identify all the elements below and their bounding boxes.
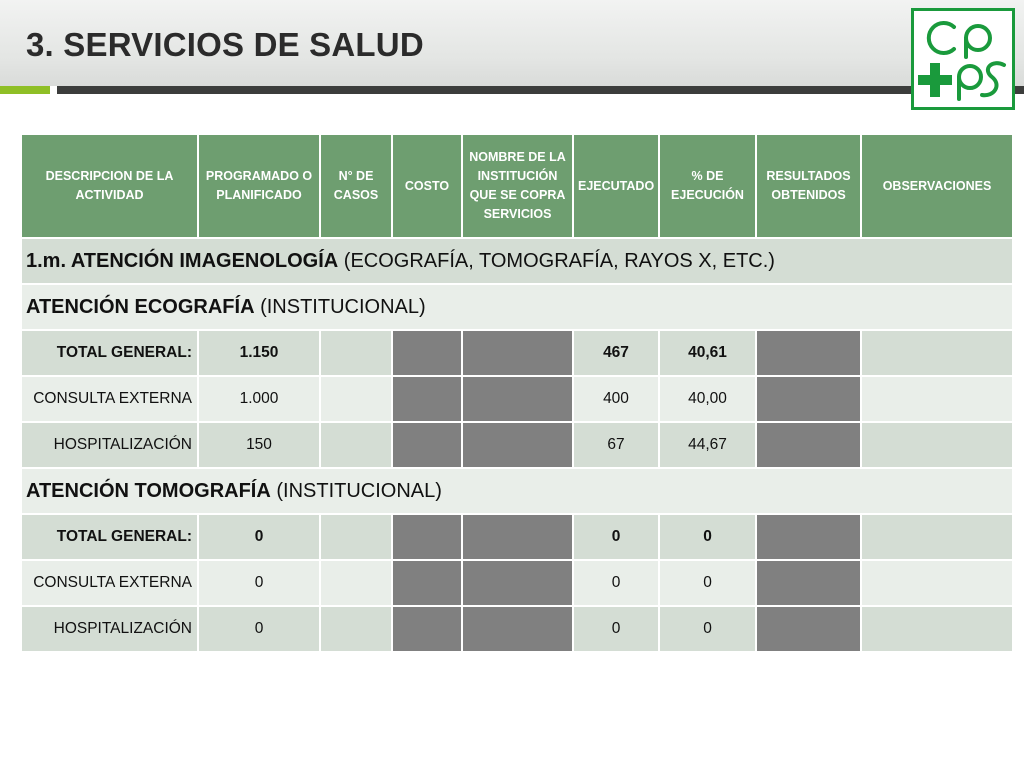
col-header-ejecutado: EJECUTADO [573, 134, 659, 238]
programado-cell: 150 [198, 422, 320, 468]
section-title-tomografia: ATENCIÓN TOMOGRAFÍA (INSTITUCIONAL) [21, 468, 1013, 514]
programado-cell: 0 [198, 560, 320, 606]
row-label: TOTAL GENERAL: [21, 514, 198, 560]
section-title-imagenologia: 1.m. ATENCIÓN IMAGENOLOGÍA (ECOGRAFÍA, TOMOGRAFÍA, RAYOS X, ETC.) [21, 238, 1013, 284]
observaciones-cell [861, 422, 1013, 468]
resultados-cell-shaded [756, 606, 861, 652]
observaciones-cell [861, 376, 1013, 422]
table-row [21, 560, 1013, 606]
costo-cell-shaded [392, 606, 462, 652]
table-row [21, 606, 1013, 652]
casos-cell [320, 560, 392, 606]
casos-cell [320, 514, 392, 560]
porcentaje-cell: 44,67 [659, 422, 756, 468]
table-row [21, 330, 1013, 376]
table-row [21, 376, 1013, 422]
ejecutado-cell: 0 [573, 514, 659, 560]
casos-cell [320, 422, 392, 468]
resultados-cell-shaded [756, 376, 861, 422]
institucion-cell-shaded [462, 422, 573, 468]
accent-bar-dark [57, 86, 1024, 94]
institucion-cell-shaded [462, 606, 573, 652]
programado-cell: 1.150 [198, 330, 320, 376]
ejecutado-cell: 67 [573, 422, 659, 468]
institucion-cell-shaded [462, 330, 573, 376]
porcentaje-cell: 0 [659, 606, 756, 652]
resultados-cell-shaded [756, 514, 861, 560]
costo-cell-shaded [392, 422, 462, 468]
accent-bar-green [0, 86, 50, 94]
resultados-cell-shaded [756, 330, 861, 376]
col-header-resultados: RESULTADOS OBTENIDOS [756, 134, 861, 238]
ejecutado-cell: 467 [573, 330, 659, 376]
cpps-logo-graphic [914, 11, 1012, 107]
resultados-cell-shaded [756, 560, 861, 606]
cpps-logo-icon [911, 8, 1015, 110]
page-title: 3. SERVICIOS DE SALUD [26, 26, 424, 63]
costo-cell-shaded [392, 560, 462, 606]
programado-cell: 1.000 [198, 376, 320, 422]
resultados-cell-shaded [756, 422, 861, 468]
row-label: CONSULTA EXTERNA [21, 560, 198, 606]
casos-cell [320, 376, 392, 422]
institucion-cell-shaded [462, 514, 573, 560]
row-label: HOSPITALIZACIÓN [21, 422, 198, 468]
services-table [20, 133, 1014, 653]
section-row-tomografia [21, 468, 1013, 514]
section-title-ecografia: ATENCIÓN ECOGRAFÍA (INSTITUCIONAL) [21, 284, 1013, 330]
porcentaje-cell: 0 [659, 514, 756, 560]
programado-cell: 0 [198, 514, 320, 560]
col-header-costo: COSTO [392, 134, 462, 238]
col-header-porcentaje: % DE EJECUCIÓN [659, 134, 756, 238]
col-header-programado: PROGRAMADO O PLANIFICADO [198, 134, 320, 238]
costo-cell-shaded [392, 376, 462, 422]
col-header-observaciones: OBSERVACIONES [861, 134, 1013, 238]
section-row-ecografia [21, 284, 1013, 330]
row-label: CONSULTA EXTERNA [21, 376, 198, 422]
costo-cell-shaded [392, 330, 462, 376]
ejecutado-cell: 0 [573, 606, 659, 652]
table-row [21, 422, 1013, 468]
institucion-cell-shaded [462, 560, 573, 606]
col-header-descripcion: DESCRIPCION DE LA ACTIVIDAD [21, 134, 198, 238]
col-header-institucion: NOMBRE DE LA INSTITUCIÓN QUE SE COPRA SERVICIOS [462, 134, 573, 238]
col-header-casos: N° DE CASOS [320, 134, 392, 238]
porcentaje-cell: 0 [659, 560, 756, 606]
observaciones-cell [861, 330, 1013, 376]
observaciones-cell [861, 560, 1013, 606]
costo-cell-shaded [392, 514, 462, 560]
institucion-cell-shaded [462, 376, 573, 422]
table-row [21, 514, 1013, 560]
casos-cell [320, 330, 392, 376]
row-label: TOTAL GENERAL: [21, 330, 198, 376]
ejecutado-cell: 0 [573, 560, 659, 606]
section-row-imagenologia [21, 238, 1013, 284]
porcentaje-cell: 40,00 [659, 376, 756, 422]
observaciones-cell [861, 606, 1013, 652]
programado-cell: 0 [198, 606, 320, 652]
observaciones-cell [861, 514, 1013, 560]
row-label: HOSPITALIZACIÓN [21, 606, 198, 652]
casos-cell [320, 606, 392, 652]
table-header-row [21, 134, 1013, 238]
porcentaje-cell: 40,61 [659, 330, 756, 376]
ejecutado-cell: 400 [573, 376, 659, 422]
